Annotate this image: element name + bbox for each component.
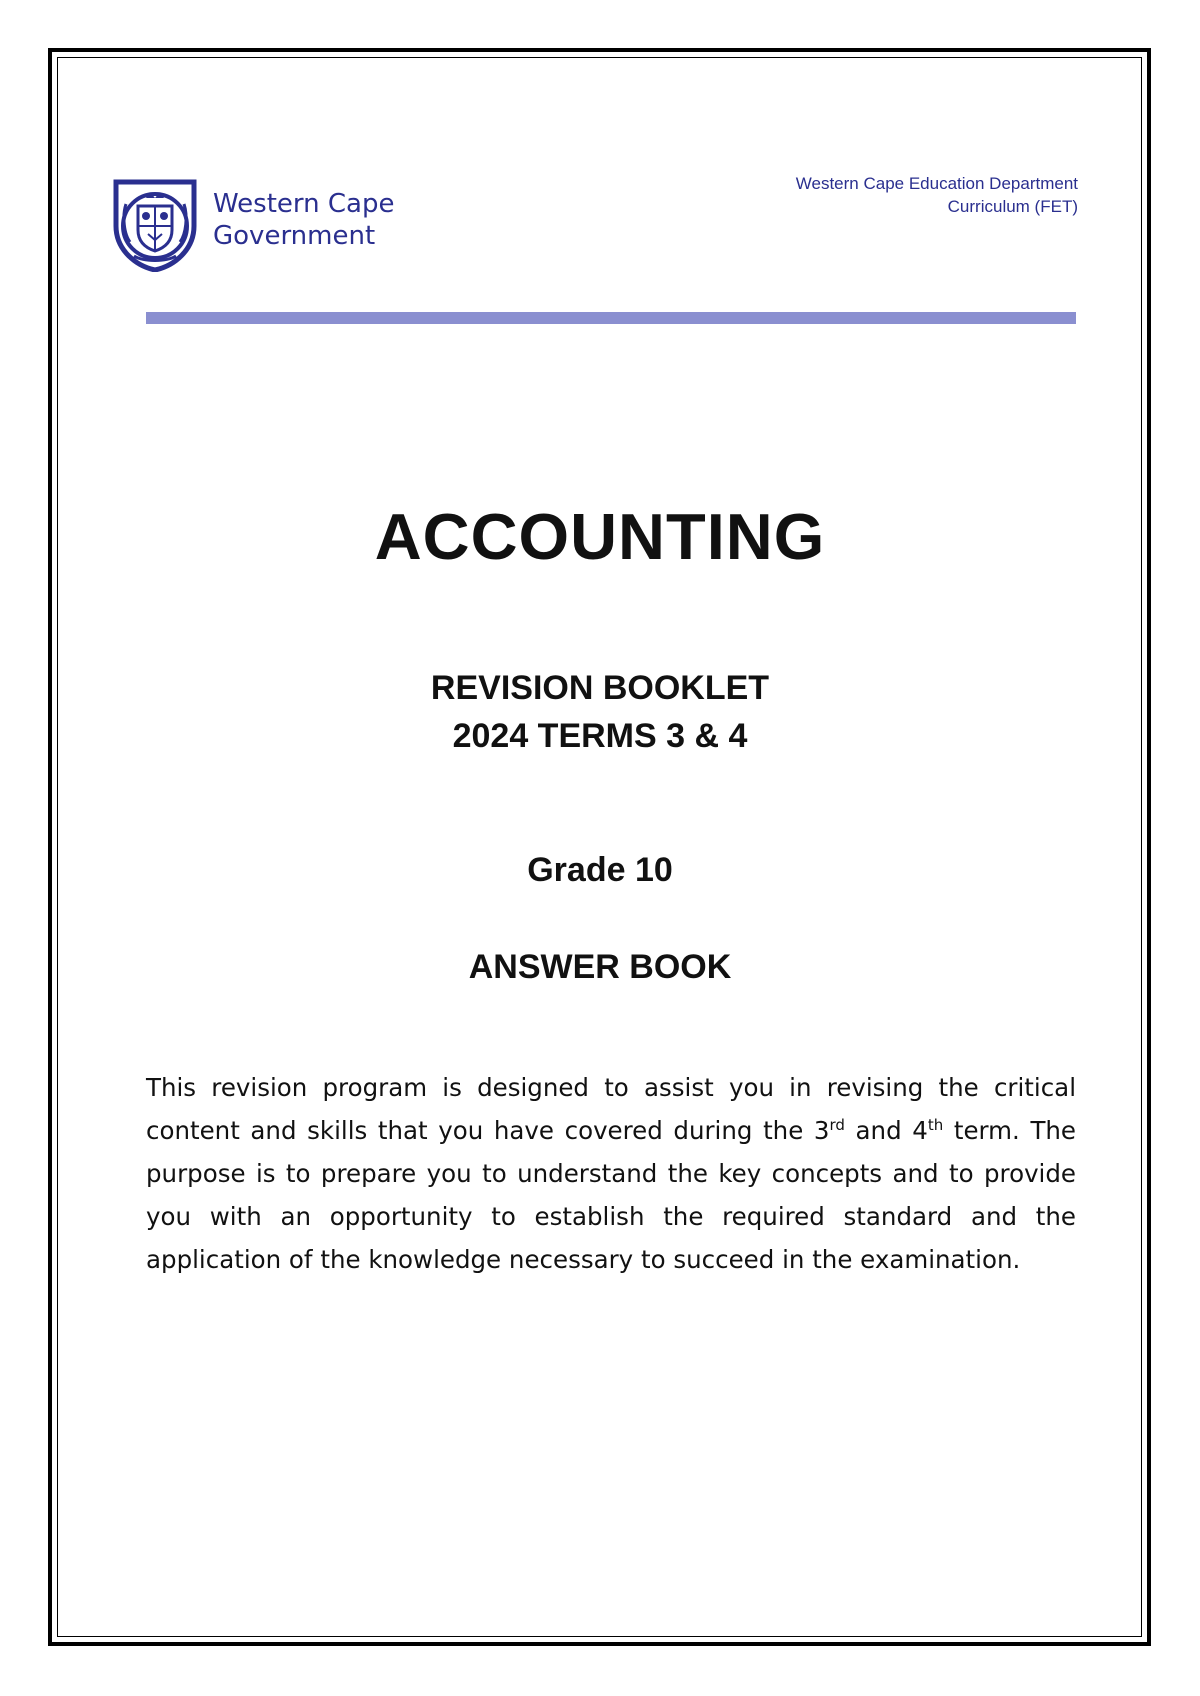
logo-wordmark: [213, 188, 394, 252]
subtitle-line-2: 2024 TERMS 3 & 4: [452, 717, 748, 755]
book-type-label: ANSWER BOOK: [468, 948, 732, 986]
intro-paragraph: [146, 1066, 1076, 1281]
department-block: [796, 172, 1078, 218]
department-name: Western Cape Education Department: [795, 174, 1078, 193]
header-divider: [146, 312, 1076, 324]
department-unit: Curriculum (FET): [947, 197, 1078, 216]
intro-sup-2: th: [927, 1115, 944, 1134]
coat-of-arms-icon: [108, 176, 202, 272]
intro-text-3: term. The purpose is to prepare you to understand the key concepts and to provide you with an opportunity to establish the required standard and the application of the knowledge necessary to succeed in the examination.: [146, 1116, 1077, 1274]
logo-line-2: Government: [213, 221, 376, 251]
intro-text-2: and 4: [844, 1116, 928, 1145]
logo-line-1: Western Cape: [213, 189, 395, 219]
document-subtitle: [0, 664, 1200, 760]
intro-text-1: This revision program is designed to assist you in revising the critical content and skills that you have covered during the 3: [146, 1073, 1076, 1145]
western-cape-government-logo: [108, 176, 428, 272]
subtitle-line-1: REVISION BOOKLET: [430, 669, 770, 707]
document-title: ACCOUNTING: [374, 500, 826, 573]
grade-label: Grade 10: [527, 851, 673, 889]
page-border-inner: [57, 57, 1142, 1637]
intro-sup-1: rd: [829, 1115, 845, 1134]
